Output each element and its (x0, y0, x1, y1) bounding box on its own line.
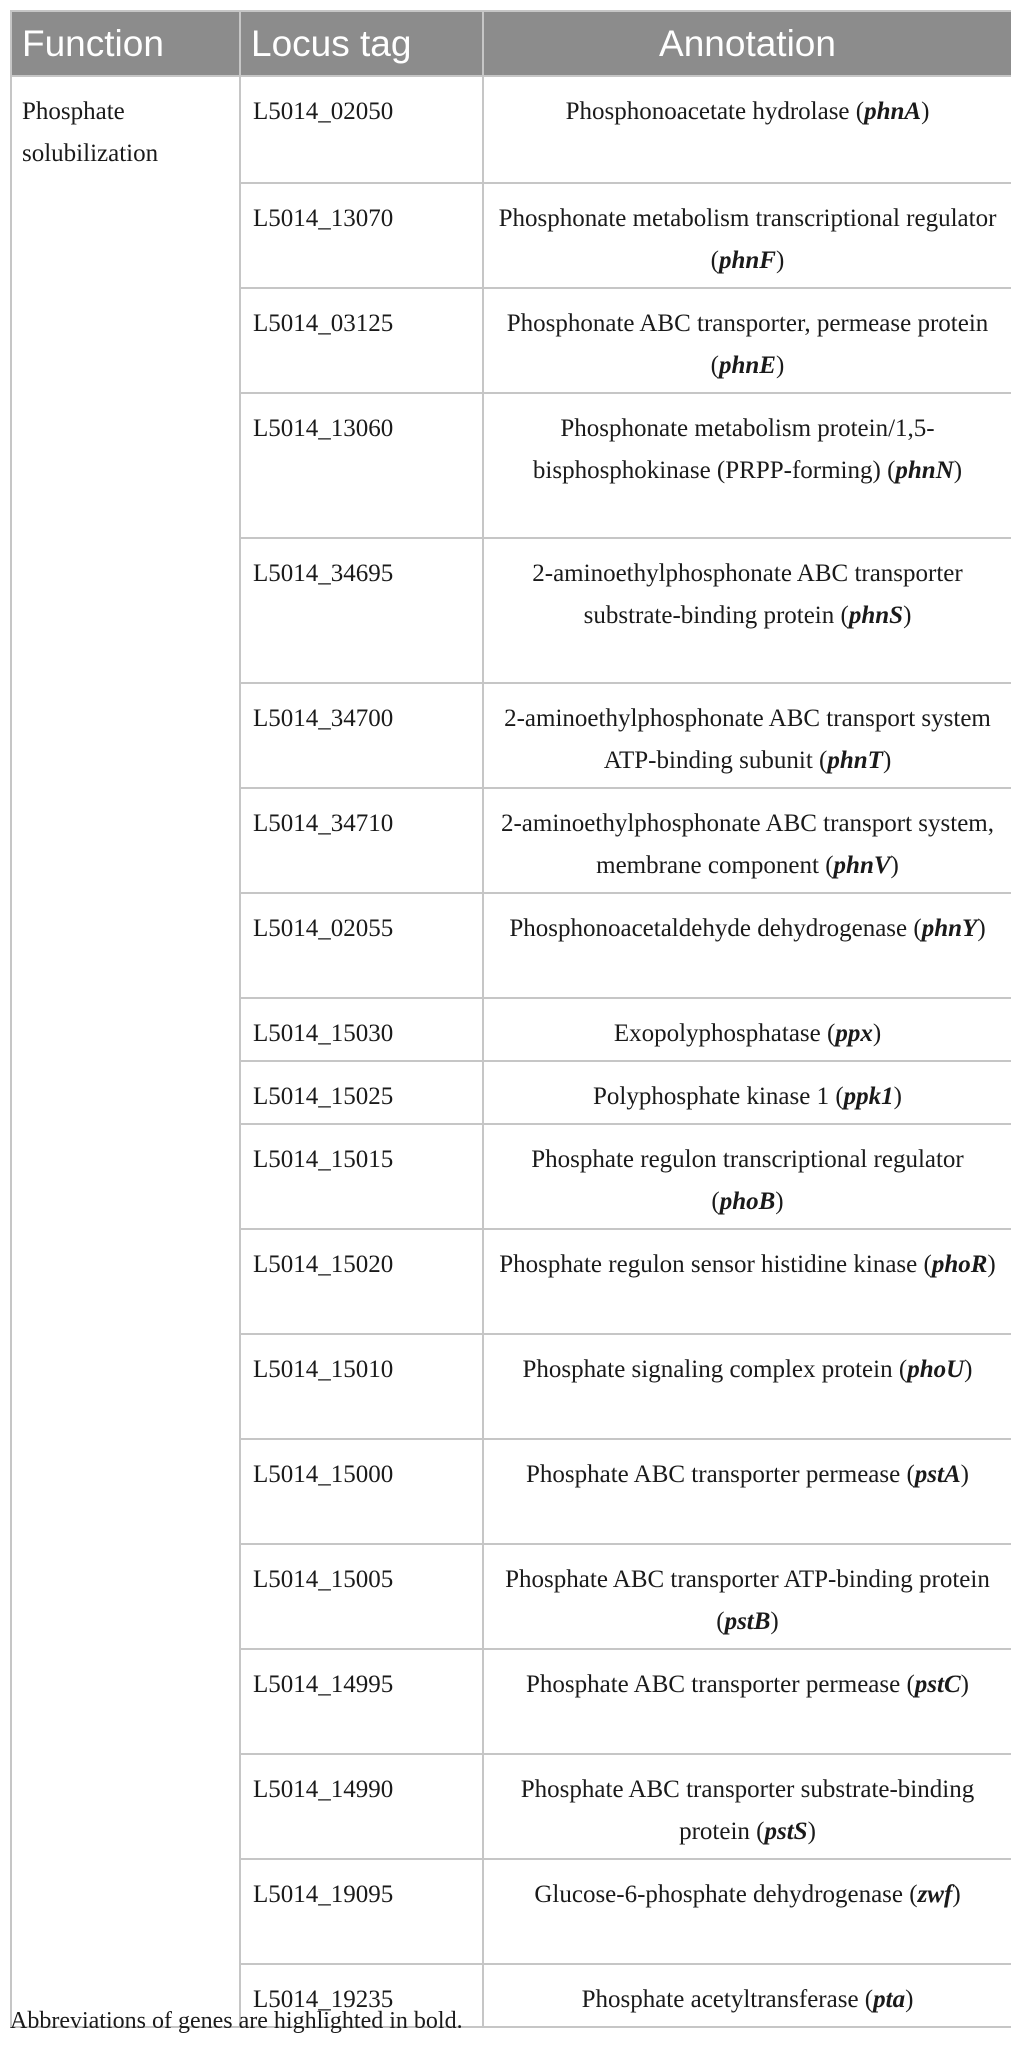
annotation-cell: Glucose-6-phosphate dehydrogenase (zwf) (483, 1859, 1011, 1964)
annotation-text: 2-aminoethylphosphonate ABC transporter substrate-binding protein (532, 560, 963, 629)
annotation-text: Phosphonate ABC transporter, permease protein (506, 310, 989, 337)
header-locus-tag: Locus tag (240, 11, 483, 76)
locus-cell: L5014_19095 (240, 1859, 483, 1964)
gene-abbreviation: pta (873, 1986, 906, 2013)
annotation-text: 2-aminoethylphosphonate ABC transport system ATP-binding subunit (504, 705, 991, 774)
gene-abbreviation: zwf (917, 1881, 953, 1908)
locus-cell: L5014_13070 (240, 183, 483, 288)
locus-cell: L5014_03125 (240, 288, 483, 393)
annotation-text: Phosphonate metabolism protein/1,5-bisphosphokinase (PRPP-forming) (532, 415, 935, 484)
annotation-cell: Phosphonoacetate hydrolase (phnA) (483, 76, 1011, 183)
annotation-cell: Phosphonate ABC transporter, permease protein (phnE) (483, 288, 1011, 393)
function-cell: Phosphate solubilization (11, 76, 240, 2027)
gene-abbreviation: phnA (864, 98, 922, 125)
annotation-text: Phosphate regulon transcriptional regulator (531, 1146, 964, 1173)
table-row (11, 76, 1011, 183)
locus-cell: L5014_02050 (240, 76, 483, 183)
annotation-text: Phosphate signaling complex protein (522, 1356, 893, 1383)
header-function: Function (11, 11, 240, 76)
annotation-cell: Phosphate ABC transporter substrate-binding protein (pstS) (483, 1754, 1011, 1859)
annotation-cell: Polyphosphate kinase 1 (ppk1) (483, 1061, 1011, 1124)
annotation-cell: Phosphonate metabolism protein/1,5-bisphosphokinase (PRPP-forming) (phnN) (483, 393, 1011, 538)
gene-abbreviation: phoU (907, 1356, 965, 1383)
locus-cell: L5014_13060 (240, 393, 483, 538)
annotation-cell: 2-aminoethylphosphonate ABC transport system ATP-binding subunit (phnT) (483, 683, 1011, 788)
locus-cell: L5014_15010 (240, 1334, 483, 1439)
gene-abbreviation: ppx (835, 1020, 873, 1047)
locus-cell: L5014_15005 (240, 1544, 483, 1649)
locus-cell: L5014_19235 (240, 1964, 483, 2027)
locus-cell: L5014_15020 (240, 1229, 483, 1334)
gene-abbreviation: pstA (914, 1461, 961, 1488)
annotation-cell: Phosphonate metabolism transcriptional regulator (phnF) (483, 183, 1011, 288)
locus-cell: L5014_15025 (240, 1061, 483, 1124)
header-annotation: Annotation (483, 11, 1011, 76)
annotation-text: Polyphosphate kinase 1 (593, 1083, 830, 1110)
annotation-cell: Phosphate ABC transporter ATP-binding protein (pstB) (483, 1544, 1011, 1649)
annotation-text: Phosphate ABC transporter permease (526, 1671, 901, 1698)
locus-cell: L5014_14995 (240, 1649, 483, 1754)
locus-cell: L5014_15030 (240, 998, 483, 1061)
gene-abbreviation: phoB (719, 1188, 776, 1215)
locus-cell: L5014_34695 (240, 538, 483, 683)
table-footnote: Abbreviations of genes are highlighted in bold. (10, 2008, 463, 2034)
header-row (11, 11, 1011, 76)
annotation-text: Exopolyphosphatase (613, 1020, 821, 1047)
gene-abbreviation: phnS (848, 602, 904, 629)
annotation-cell: Phosphate ABC transporter permease (pstA) (483, 1439, 1011, 1544)
gene-abbreviation: pstC (914, 1671, 961, 1698)
locus-cell: L5014_15000 (240, 1439, 483, 1544)
annotation-cell: Phosphate regulon sensor histidine kinase (phoR) (483, 1229, 1011, 1334)
annotation-text: Phosphonoacetate hydrolase (565, 98, 850, 125)
annotation-cell: Phosphate signaling complex protein (phoU) (483, 1334, 1011, 1439)
gene-abbreviation: phnF (719, 247, 776, 274)
gene-abbreviation: ppk1 (843, 1083, 894, 1110)
annotation-text: 2-aminoethylphosphonate ABC transport system, membrane component (500, 810, 994, 879)
gene-abbreviation: phnV (833, 852, 891, 879)
annotation-cell: 2-aminoethylphosphonate ABC transport system, membrane component (phnV) (483, 788, 1011, 893)
gene-abbreviation: phnY (921, 915, 978, 942)
annotation-text: Phosphonoacetaldehyde dehydrogenase (509, 915, 908, 942)
gene-abbreviation: phnT (827, 747, 883, 774)
annotation-text: Phosphate ABC transporter substrate-binding protein (520, 1776, 975, 1845)
annotation-text: Phosphate regulon sensor histidine kinase (499, 1251, 918, 1278)
gene-annotation-table (10, 10, 1011, 2028)
annotation-text: Phosphate ABC transporter permease (526, 1461, 901, 1488)
gene-abbreviation: phnN (895, 457, 954, 484)
locus-cell: L5014_15015 (240, 1124, 483, 1229)
locus-cell: L5014_02055 (240, 893, 483, 998)
annotation-cell: 2-aminoethylphosphonate ABC transporter substrate-binding protein (phnS) (483, 538, 1011, 683)
annotation-text: Glucose-6-phosphate dehydrogenase (534, 1881, 903, 1908)
annotation-text: Phosphonate metabolism transcriptional regulator (498, 205, 997, 232)
annotation-cell: Phosphate regulon transcriptional regulator (phoB) (483, 1124, 1011, 1229)
gene-abbreviation: pstS (764, 1818, 808, 1845)
annotation-cell: Phosphate ABC transporter permease (pstC) (483, 1649, 1011, 1754)
gene-abbreviation: pstB (724, 1608, 771, 1635)
gene-abbreviation: phoR (931, 1251, 988, 1278)
locus-cell: L5014_34710 (240, 788, 483, 893)
locus-cell: L5014_34700 (240, 683, 483, 788)
annotation-cell: Exopolyphosphatase (ppx) (483, 998, 1011, 1061)
locus-cell: L5014_14990 (240, 1754, 483, 1859)
annotation-cell: Phosphate acetyltransferase (pta) (483, 1964, 1011, 2027)
annotation-text: Phosphate ABC transporter ATP-binding protein (505, 1566, 990, 1593)
annotation-text: Phosphate acetyltransferase (581, 1986, 859, 2013)
annotation-cell: Phosphonoacetaldehyde dehydrogenase (phnY) (483, 893, 1011, 998)
gene-abbreviation: phnE (719, 352, 776, 379)
table-container (10, 10, 1011, 2028)
